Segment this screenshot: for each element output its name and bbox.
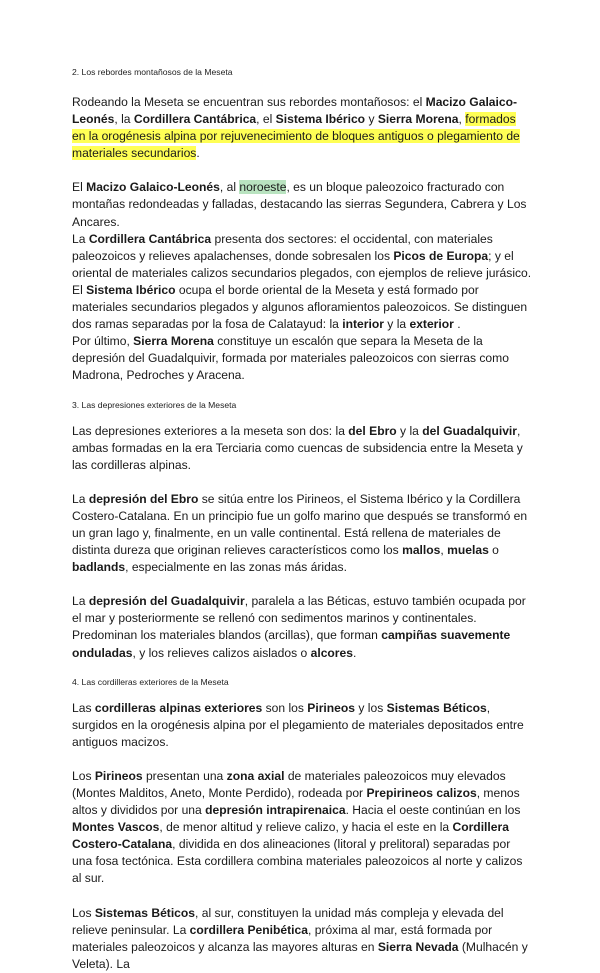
- bold-term: zona axial: [226, 768, 285, 783]
- bold-term: del Guadalquivir: [422, 423, 517, 438]
- text: .: [352, 645, 357, 660]
- bold-term: Cordillera Cantábrica: [88, 231, 212, 246]
- text: se sitúa entre los Pirineos, el Sistema Ibérico y la Cordillera Costero-Catalana. En un principio fue un golfo marino que después se transformó en un gran lago y, finalmente, en un valle continental. Está rellena de materiales de distinta dureza que originan relieves característicos como los: [72, 491, 528, 558]
- bold-term: Cordillera Costero-Catalana: [72, 820, 509, 852]
- section-heading-2: 2. Los rebordes montañosos de la Meseta: [72, 67, 233, 77]
- text: Los: [72, 768, 95, 783]
- paragraph-sistemas-beticos: [72, 905, 532, 973]
- text: , el: [256, 112, 276, 127]
- paragraph-iberico: [72, 282, 532, 333]
- text: La: [72, 491, 89, 506]
- text: , ambas formadas en la era Terciaria como cuencas de subsidencia entre la Meseta y las cordilleras alpinas.: [72, 423, 523, 472]
- text: , paralela a las Béticas, estuvo también ocupada por el mar y posteriormente se rellenó con sedimentos marinos y continentales. Predominan los materiales blandos (arcillas), que forman: [72, 594, 526, 643]
- bold-term: cordillera Penibética: [189, 922, 308, 937]
- section-heading-3: 3. Las depresiones exteriores de la Meseta: [72, 399, 237, 410]
- bold-term: Sistemas Béticos: [94, 905, 196, 920]
- bold-term: interior: [342, 317, 384, 332]
- text: Rodeando la Meseta se encuentran sus rebordes montañosos: el: [72, 95, 426, 109]
- text: y: [365, 112, 378, 127]
- bold-term: badlands: [72, 560, 126, 575]
- text: son los: [262, 700, 308, 715]
- bold-term: alcores: [310, 645, 353, 660]
- bold-term: Picos de Europa: [393, 248, 489, 263]
- text: La: [72, 594, 89, 609]
- text: .: [453, 317, 461, 332]
- text: La: [72, 231, 89, 246]
- text: y la: [396, 423, 423, 438]
- bold-term: Sistema Ibérico: [86, 282, 176, 297]
- text: Las: [72, 700, 95, 715]
- paragraph-rebordes-intro: [72, 94, 532, 162]
- paragraph-cantabrica: [72, 231, 532, 282]
- text: .: [196, 146, 200, 161]
- section-heading-4: 4. Las cordilleras exteriores de la Meseta: [72, 676, 229, 687]
- document-page: [72, 66, 532, 973]
- paragraph-depresion-guadalquivir: [72, 593, 532, 661]
- text: ,: [458, 112, 466, 127]
- bold-term: mallos: [402, 543, 441, 558]
- bold-term: Pirineos: [94, 768, 143, 783]
- text: (Mulhacén y Veleta). La: [72, 939, 528, 971]
- paragraph-depresiones-intro: [72, 423, 532, 474]
- bold-term: depresión intrapirenaica: [205, 803, 346, 818]
- bold-term: Sierra Nevada: [377, 939, 459, 954]
- bold-term: campiñas suavemente onduladas: [72, 628, 511, 660]
- text: , dividida en dos alineaciones (litoral y prelitoral) separadas por una fosa tectónica. Esta cordillera combina materiales paleozoicos al norte y calizos al sur.: [72, 837, 523, 886]
- paragraph-sierra-morena: [72, 333, 532, 384]
- paragraph-macizo: [72, 179, 532, 230]
- bold-term: muelas: [447, 543, 489, 558]
- bold-term: Sierra Morena: [133, 334, 214, 349]
- bold-term: Pirineos: [307, 700, 356, 715]
- text: y la: [383, 317, 410, 332]
- text: , menos altos y divididos por una: [72, 786, 520, 818]
- text: constituye un escalón que separa la Meseta de la depresión del Guadalquivir, formada por materiales paleozoicos con sierras como Madrona, Pedroches y Aracena.: [72, 334, 509, 383]
- text: y los: [355, 700, 387, 715]
- bold-term: Prepirineos calizos: [366, 786, 477, 800]
- text: ocupa el borde oriental de la Meseta y está formado por materiales secundarios plegados y algunos afloramientos paleozoicos. Se distinguen dos ramas separadas por la fosa de Calatayud: la: [72, 282, 528, 332]
- bold-term: Macizo Galaico-Leonés: [86, 180, 220, 195]
- bold-term: Sistemas Béticos: [386, 700, 487, 715]
- bold-term: Sistema Ibérico: [275, 112, 366, 127]
- text: , surgidos en la orogénesis alpina por el plegamiento de materiales depositados entre antiguos macizos.: [72, 700, 524, 749]
- paragraph-pirineos: [72, 768, 532, 888]
- text: El: [72, 282, 87, 297]
- text: , la: [114, 112, 134, 127]
- text: , próxima al mar, está formada por materiales paleozoicos y alcanza las mayores alturas en: [72, 922, 493, 954]
- text: presenta dos sectores: el occidental, con materiales paleozoicos y relieves apalachenses, donde sobresalen los: [72, 231, 493, 263]
- bold-term: Macizo Galaico-Leonés: [72, 95, 518, 127]
- text: El: [72, 180, 87, 195]
- text: Los: [72, 905, 95, 920]
- bold-term: Cordillera Cantábrica: [133, 112, 257, 127]
- bold-term: depresión del Guadalquivir: [88, 594, 245, 609]
- paragraph-depresion-ebro: [72, 491, 532, 576]
- text: , al: [219, 180, 240, 195]
- text: , de menor altitud y relieve calizo, y hacia el este en la: [159, 820, 453, 835]
- bold-term: exterior: [409, 317, 454, 332]
- bold-term: Montes Vascos: [72, 820, 160, 835]
- text: , al sur, constituyen la unidad más compleja y elevada del relieve peninsular. La: [72, 905, 504, 937]
- bold-term: Sierra Morena: [377, 112, 459, 127]
- text: presentan una: [142, 768, 227, 783]
- highlighted-text: formados en la orogénesis alpina por rejuvenecimiento de bloques antiguos o plegamiento de materiales secundarios: [72, 112, 520, 161]
- text: , especialmente en las zonas más áridas.: [125, 560, 347, 575]
- bold-term: depresión del Ebro: [88, 491, 199, 506]
- text: Por último,: [72, 334, 134, 349]
- bold-term: cordilleras alpinas exteriores: [94, 700, 263, 715]
- highlighted-text: noroeste: [239, 180, 287, 195]
- text: o: [488, 543, 499, 558]
- text: ,: [440, 543, 448, 558]
- text: , es un bloque paleozoico fracturado con montañas redondeadas y falladas, destacando las sierras Segundera, Cabrera y Los Ancares.: [72, 180, 527, 229]
- paragraph-cordilleras-intro: [72, 700, 532, 751]
- text: , y los relieves calizos aislados o: [132, 645, 311, 660]
- text: . Hacia el oeste continúan en los: [345, 803, 521, 818]
- bold-term: del Ebro: [348, 423, 397, 438]
- text: Las depresiones exteriores a la meseta son dos: la: [72, 423, 349, 438]
- text: ; y el oriental de materiales calizos secundarios plegados, con ejemplos de relieve jurásico.: [72, 248, 532, 280]
- text: de materiales paleozoicos muy elevados (Montes Malditos, Aneto, Monte Perdido), rodeada por: [72, 768, 506, 800]
